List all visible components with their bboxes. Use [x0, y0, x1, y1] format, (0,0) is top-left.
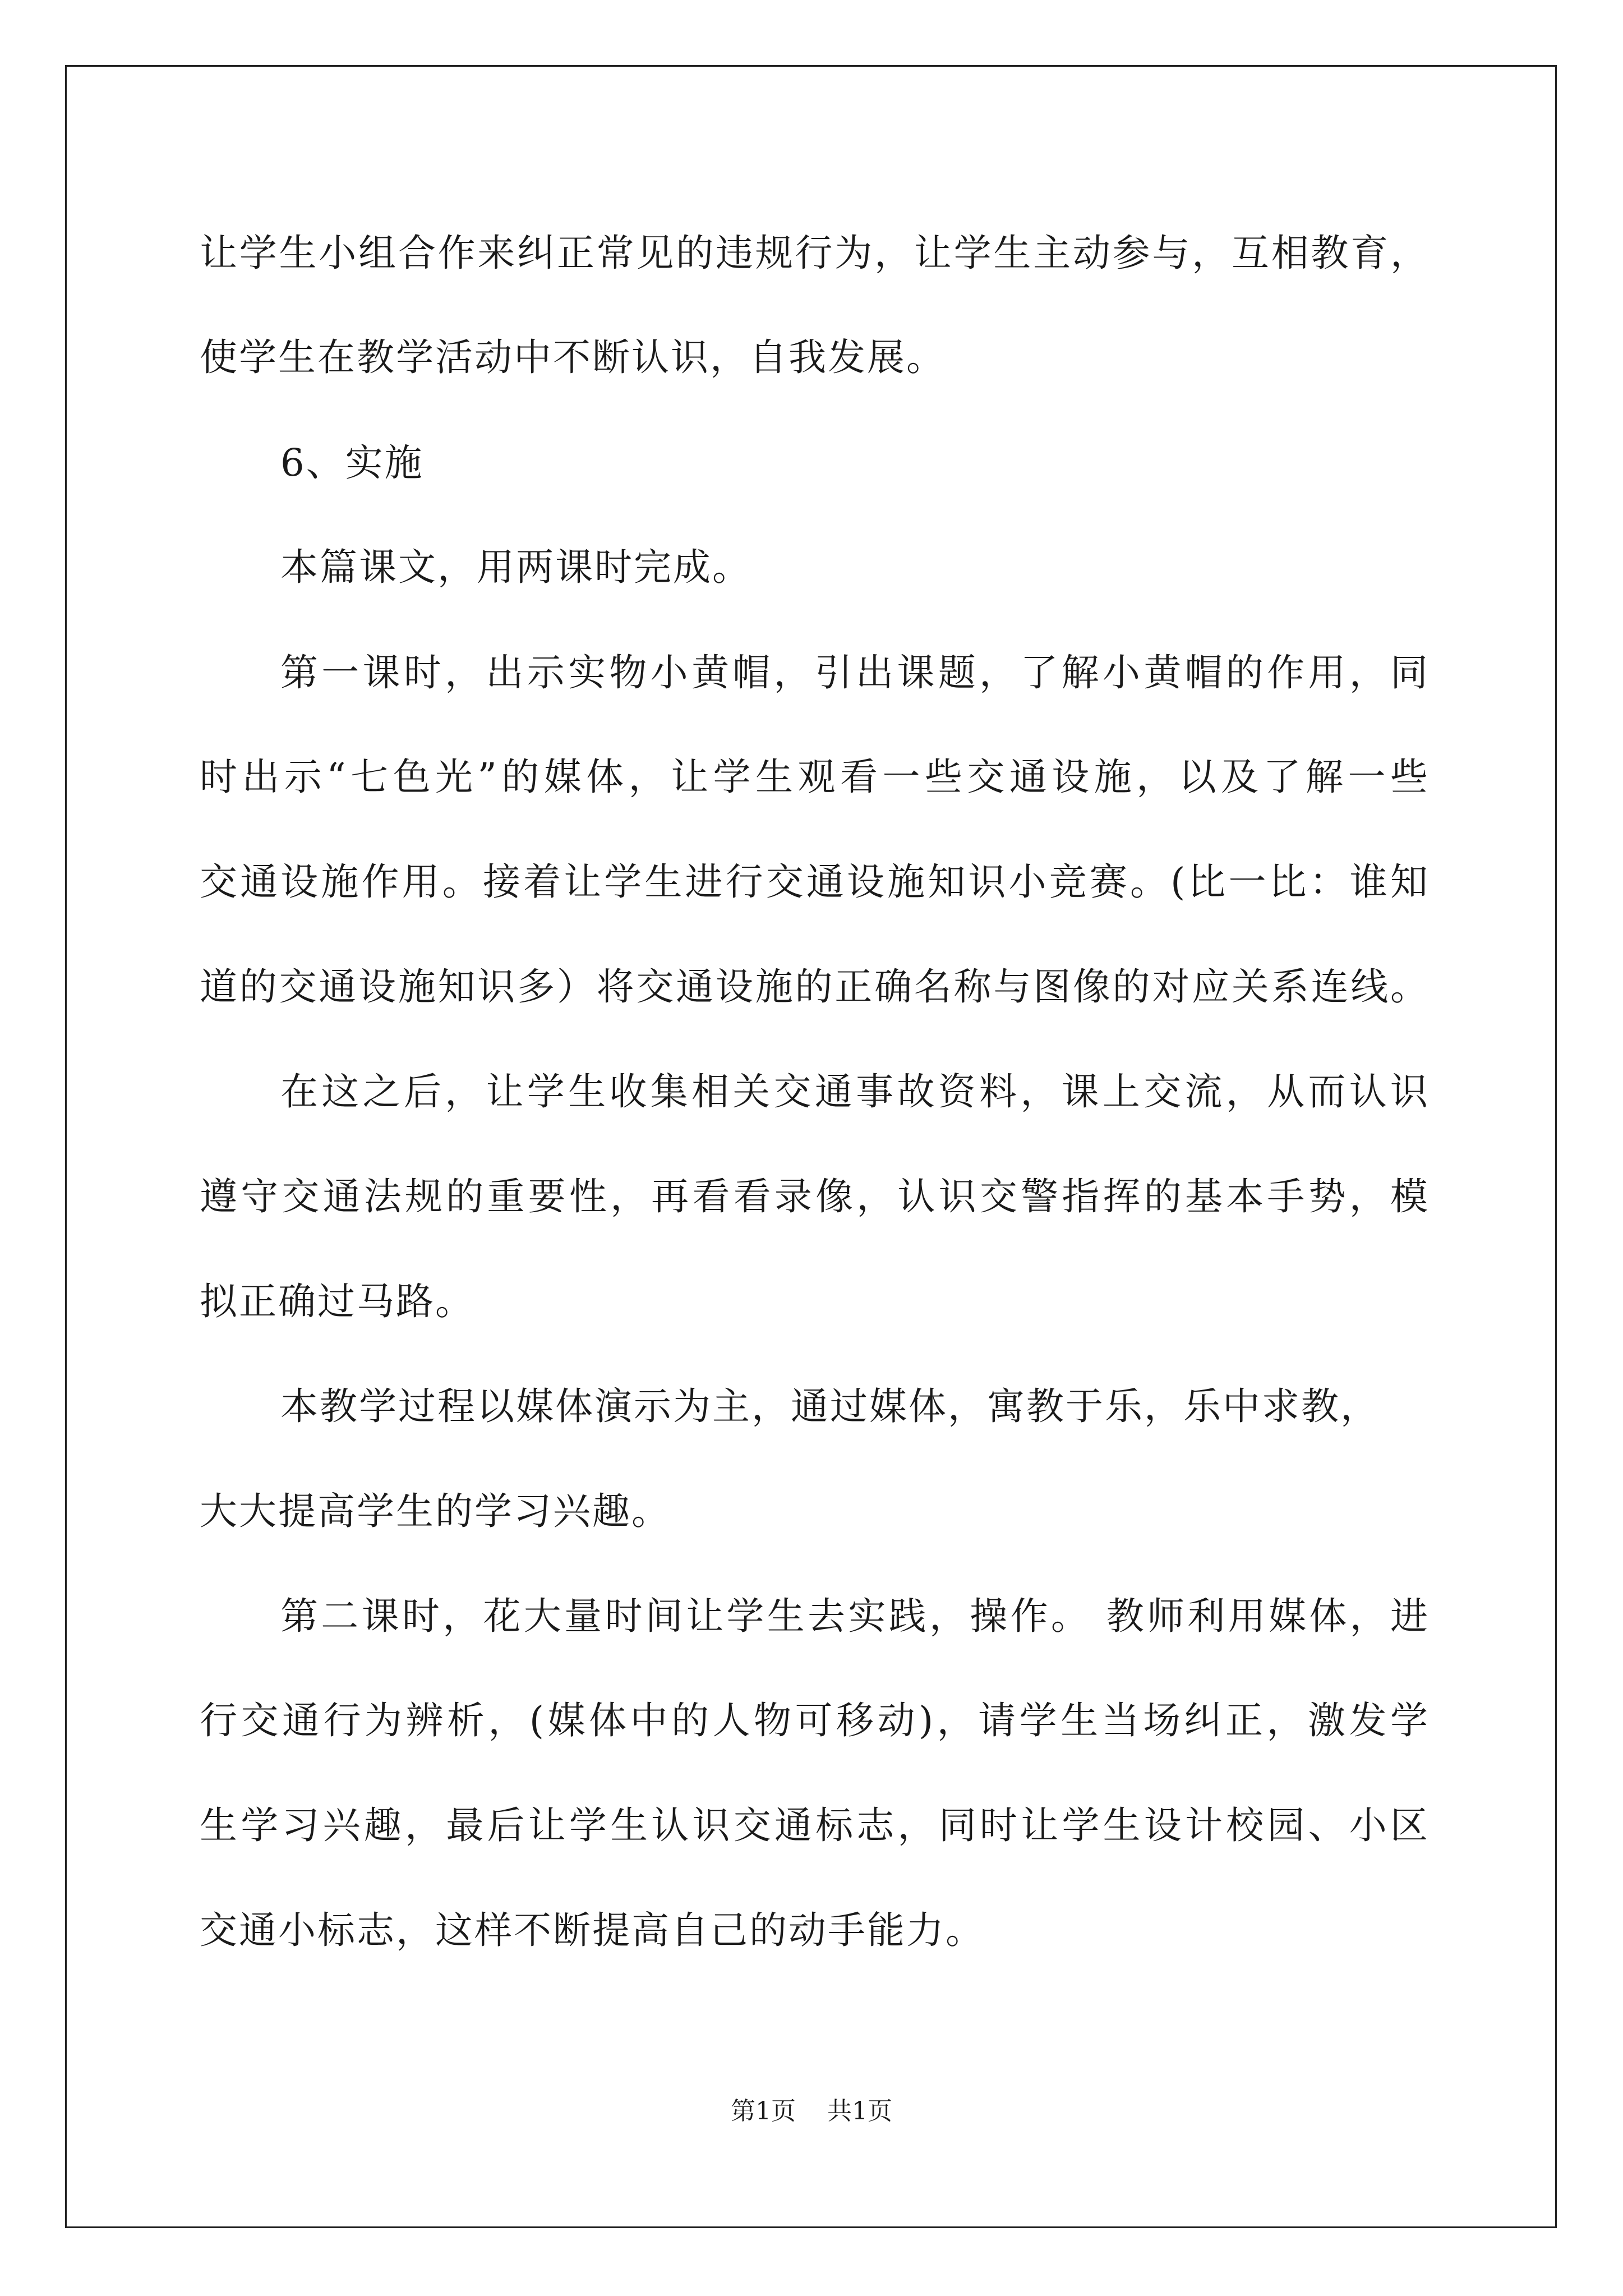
- text-line: 道的交通设施知识多）将交通设施的正确名称与图像的对应关系连线。: [200, 965, 1428, 1009]
- document-body: [200, 0, 1428, 2296]
- page-number: 第1页: [731, 2097, 796, 2125]
- text-line: 大大提高学生的学习兴趣。: [200, 1489, 671, 1533]
- text-line: 在这之后，让学生收集相关交通事故资料，课上交流，从而认识: [280, 1070, 1428, 1114]
- text-line: 第一课时，出示实物小黄帽，引出课题，了解小黄帽的作用，同: [280, 651, 1428, 694]
- text-line: 交通设施作用。接着让学生进行交通设施知识小竞赛。(比一比：谁知: [200, 860, 1428, 904]
- page-total: 共1页: [827, 2097, 892, 2125]
- text-line: 让学生小组合作来纠正常见的违规行为，让学生主动参与，互相教育，: [200, 231, 1428, 275]
- text-line: 拟正确过马路。: [200, 1280, 474, 1323]
- text-line: 第二课时，花大量时间让学生去实践，操作。 教师利用媒体，进: [280, 1594, 1428, 1638]
- text-line: 本篇课文，用两课时完成。: [280, 545, 751, 589]
- text-line: 生学习兴趣，最后让学生认识交通标志，同时让学生设计校园、小区: [200, 1803, 1428, 1847]
- text-line: 时出示“七色光”的媒体，让学生观看一些交通设施，以及了解一些: [200, 755, 1428, 799]
- text-line: 行交通行为辨析，(媒体中的人物可移动)，请学生当场纠正，激发学: [200, 1699, 1428, 1742]
- text-line: 交通小标志，这样不断提高自己的动手能力。: [200, 1908, 985, 1952]
- page-footer: [0, 2096, 1623, 2127]
- text-line: 本教学过程以媒体演示为主，通过媒体，寓教于乐，乐中求教，: [280, 1384, 1380, 1428]
- text-line: 使学生在教学活动中不断认识，自我发展。: [200, 335, 946, 379]
- section-heading: 6、实施: [280, 441, 424, 485]
- text-line: 遵守交通法规的重要性，再看看录像，认识交警指挥的基本手势，模: [200, 1175, 1428, 1218]
